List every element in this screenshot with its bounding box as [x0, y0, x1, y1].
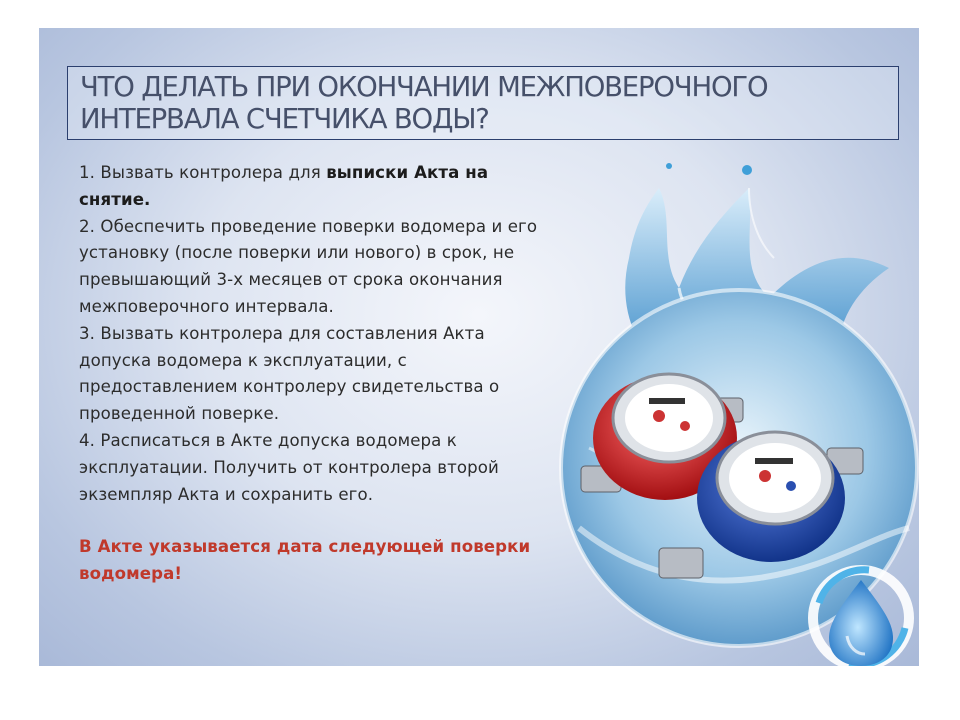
step-1-text: 1. Вызвать контролера для	[79, 163, 327, 182]
step-4: 4. Расписаться в Акте допуска водомера к эксплуатации. Получить от контролера второй экземпляр Акта и сохранить его.	[79, 430, 499, 504]
step-1	[79, 160, 549, 214]
slide	[39, 28, 919, 666]
illustration	[509, 148, 919, 666]
title-box	[67, 66, 899, 140]
step-1-bold: выписки Акта на снятие.	[79, 163, 489, 209]
step-2: 2. Обеспечить проведение поверки водомера и его установку (после поверки или нового) в срок, не превышающий 3-х месяцев от срока окончания межповерочного интервала.	[79, 216, 538, 316]
step-3: 3. Вызвать контролера для составления Акта допуска водомера к эксплуатации, с предоставлением контролеру свидетельства о проведенной поверке.	[79, 323, 500, 424]
note-text: В Акте указывается дата следующей поверки водомера!	[79, 537, 531, 584]
slide-title: ЧТО ДЕЛАТЬ ПРИ ОКОНЧАНИИ МЕЖПОВЕРОЧНОГО ИНТЕРВАЛА СЧЕТЧИКА ВОДЫ?	[80, 71, 768, 135]
steps-list	[79, 160, 549, 588]
